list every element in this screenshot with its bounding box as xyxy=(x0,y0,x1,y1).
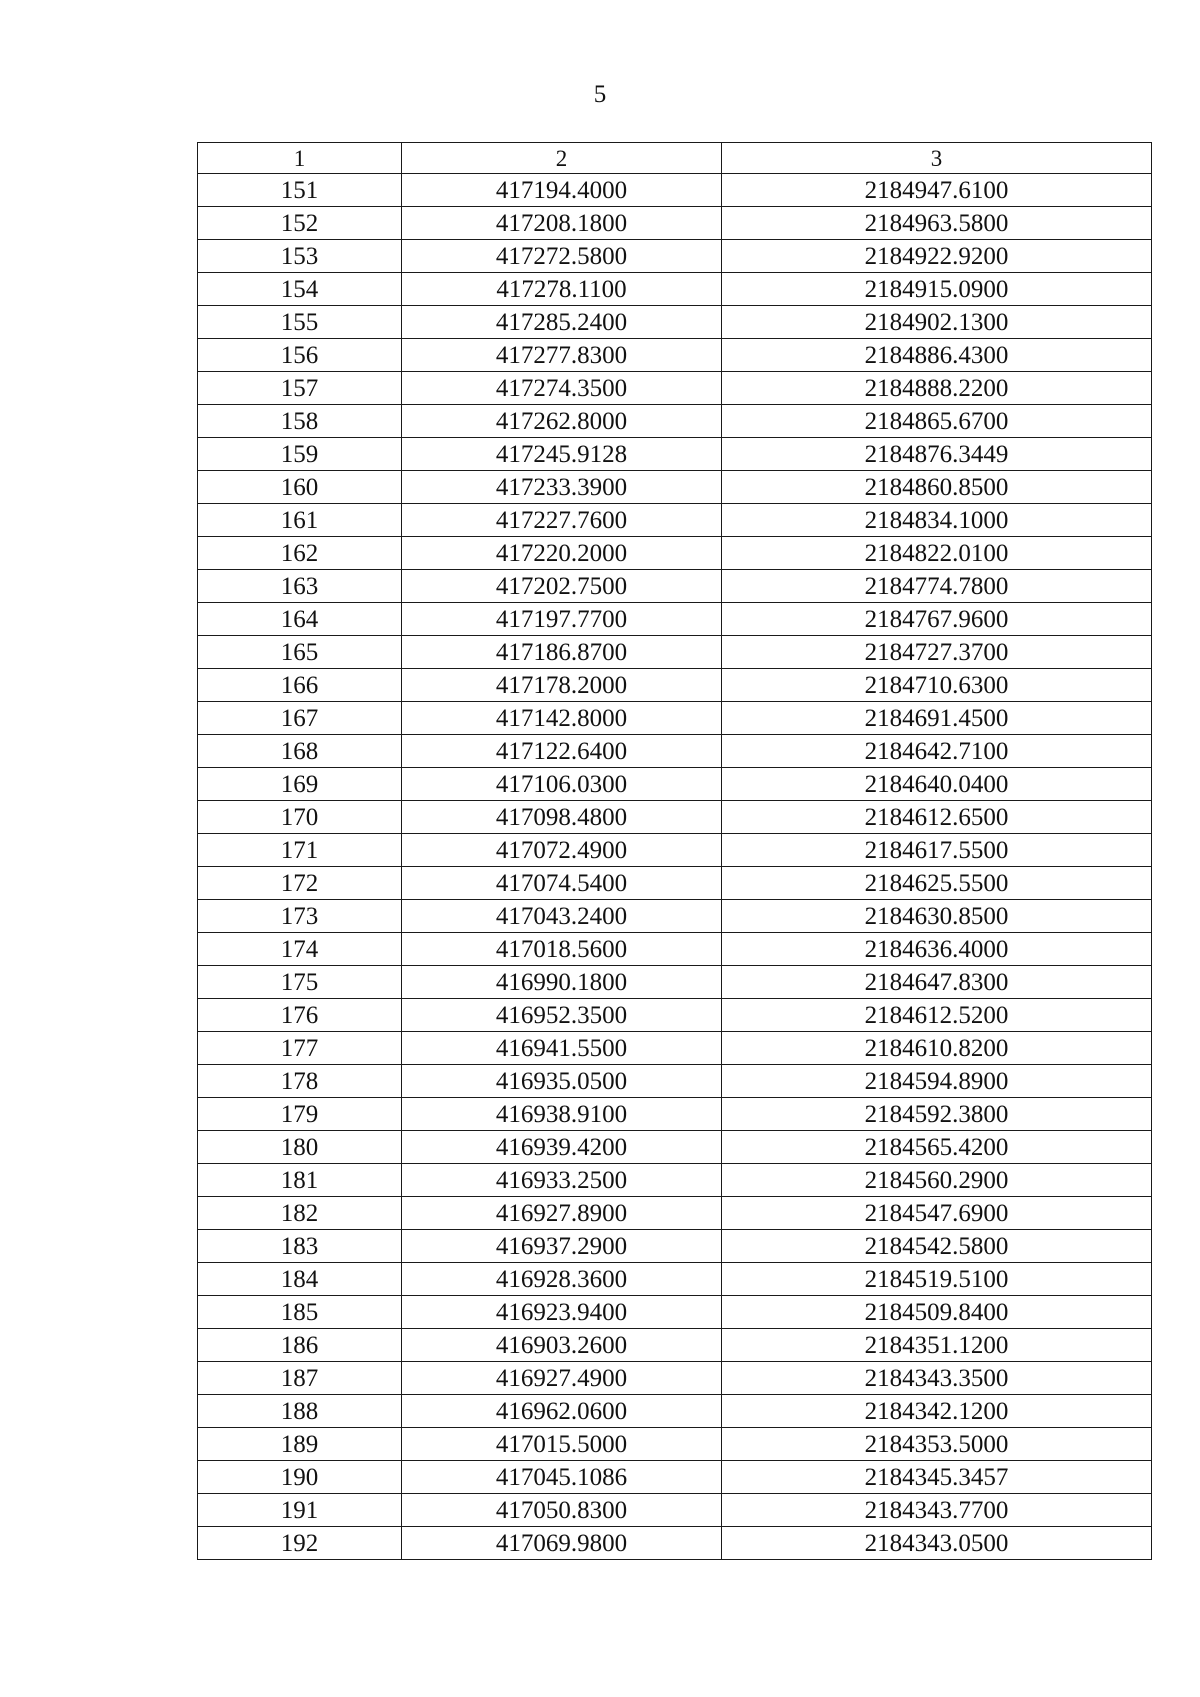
point-number-cell: 154 xyxy=(198,273,402,306)
coordinate-y-cell: 2184343.3500 xyxy=(722,1362,1152,1395)
coordinate-y-cell: 2184592.3800 xyxy=(722,1098,1152,1131)
point-number-cell: 182 xyxy=(198,1197,402,1230)
table-row xyxy=(198,273,1152,306)
table-row xyxy=(198,735,1152,768)
coordinate-x-cell: 416939.4200 xyxy=(402,1131,722,1164)
point-number-cell: 177 xyxy=(198,1032,402,1065)
table-row xyxy=(198,867,1152,900)
table-row xyxy=(198,900,1152,933)
point-number-cell: 151 xyxy=(198,174,402,207)
point-number-cell: 173 xyxy=(198,900,402,933)
table-row xyxy=(198,240,1152,273)
table-row xyxy=(198,174,1152,207)
point-number-cell: 171 xyxy=(198,834,402,867)
coordinate-x-cell: 416935.0500 xyxy=(402,1065,722,1098)
coordinate-x-cell: 417262.8000 xyxy=(402,405,722,438)
coordinate-x-cell: 417045.1086 xyxy=(402,1461,722,1494)
table-row xyxy=(198,669,1152,702)
coordinate-y-cell: 2184710.6300 xyxy=(722,669,1152,702)
coordinate-x-cell: 417122.6400 xyxy=(402,735,722,768)
table-row xyxy=(198,1197,1152,1230)
coordinate-x-cell: 417208.1800 xyxy=(402,207,722,240)
point-number-cell: 187 xyxy=(198,1362,402,1395)
coordinate-y-cell: 2184640.0400 xyxy=(722,768,1152,801)
table-row xyxy=(198,768,1152,801)
table-row xyxy=(198,1362,1152,1395)
coordinate-y-cell: 2184647.8300 xyxy=(722,966,1152,999)
point-number-cell: 160 xyxy=(198,471,402,504)
table-row xyxy=(198,1428,1152,1461)
point-number-cell: 180 xyxy=(198,1131,402,1164)
coordinate-x-cell: 417233.3900 xyxy=(402,471,722,504)
table-row xyxy=(198,504,1152,537)
coordinate-y-cell: 2184342.1200 xyxy=(722,1395,1152,1428)
table-row xyxy=(198,1230,1152,1263)
coordinate-x-cell: 417074.5400 xyxy=(402,867,722,900)
coordinate-x-cell: 416903.2600 xyxy=(402,1329,722,1362)
table-row xyxy=(198,339,1152,372)
coordinate-y-cell: 2184612.5200 xyxy=(722,999,1152,1032)
coordinate-x-cell: 416923.9400 xyxy=(402,1296,722,1329)
coordinate-y-cell: 2184727.3700 xyxy=(722,636,1152,669)
point-number-cell: 161 xyxy=(198,504,402,537)
table-row xyxy=(198,372,1152,405)
table-row xyxy=(198,1032,1152,1065)
coordinate-y-cell: 2184902.1300 xyxy=(722,306,1152,339)
point-number-cell: 178 xyxy=(198,1065,402,1098)
coordinate-y-cell: 2184822.0100 xyxy=(722,537,1152,570)
coordinate-y-cell: 2184860.8500 xyxy=(722,471,1152,504)
coordinate-y-cell: 2184547.6900 xyxy=(722,1197,1152,1230)
coordinate-x-cell: 417098.4800 xyxy=(402,801,722,834)
point-number-cell: 159 xyxy=(198,438,402,471)
point-number-cell: 163 xyxy=(198,570,402,603)
point-number-cell: 191 xyxy=(198,1494,402,1527)
coordinate-y-cell: 2184612.6500 xyxy=(722,801,1152,834)
point-number-cell: 189 xyxy=(198,1428,402,1461)
coordinate-y-cell: 2184774.7800 xyxy=(722,570,1152,603)
coordinate-x-cell: 417194.4000 xyxy=(402,174,722,207)
coordinate-x-cell: 417220.2000 xyxy=(402,537,722,570)
coordinate-y-cell: 2184691.4500 xyxy=(722,702,1152,735)
coordinate-x-cell: 416962.0600 xyxy=(402,1395,722,1428)
point-number-cell: 185 xyxy=(198,1296,402,1329)
point-number-cell: 172 xyxy=(198,867,402,900)
column-header-2: 2 xyxy=(402,143,722,174)
table-row xyxy=(198,999,1152,1032)
coordinate-x-cell: 417142.8000 xyxy=(402,702,722,735)
point-number-cell: 167 xyxy=(198,702,402,735)
coordinate-y-cell: 2184542.5800 xyxy=(722,1230,1152,1263)
coordinate-x-cell: 417274.3500 xyxy=(402,372,722,405)
coordinate-y-cell: 2184947.6100 xyxy=(722,174,1152,207)
coordinate-y-cell: 2184565.4200 xyxy=(722,1131,1152,1164)
coordinate-y-cell: 2184642.7100 xyxy=(722,735,1152,768)
coordinate-x-cell: 417197.7700 xyxy=(402,603,722,636)
table-row xyxy=(198,603,1152,636)
table-body xyxy=(198,174,1152,1560)
coordinate-x-cell: 416952.3500 xyxy=(402,999,722,1032)
coordinate-y-cell: 2184560.2900 xyxy=(722,1164,1152,1197)
coordinates-table xyxy=(197,142,1152,1560)
coordinate-x-cell: 416990.1800 xyxy=(402,966,722,999)
coordinate-y-cell: 2184353.5000 xyxy=(722,1428,1152,1461)
coordinate-y-cell: 2184617.5500 xyxy=(722,834,1152,867)
coordinate-x-cell: 417202.7500 xyxy=(402,570,722,603)
coordinate-y-cell: 2184915.0900 xyxy=(722,273,1152,306)
point-number-cell: 175 xyxy=(198,966,402,999)
table-row xyxy=(198,1527,1152,1560)
point-number-cell: 166 xyxy=(198,669,402,702)
point-number-cell: 168 xyxy=(198,735,402,768)
table-row xyxy=(198,537,1152,570)
coordinate-x-cell: 416938.9100 xyxy=(402,1098,722,1131)
table-row xyxy=(198,1395,1152,1428)
point-number-cell: 179 xyxy=(198,1098,402,1131)
coordinate-y-cell: 2184625.5500 xyxy=(722,867,1152,900)
coordinate-y-cell: 2184345.3457 xyxy=(722,1461,1152,1494)
table-row xyxy=(198,438,1152,471)
point-number-cell: 181 xyxy=(198,1164,402,1197)
page-number: 5 xyxy=(593,81,607,108)
table-row xyxy=(198,1098,1152,1131)
table-row xyxy=(198,636,1152,669)
table-row xyxy=(198,966,1152,999)
coordinate-x-cell: 416937.2900 xyxy=(402,1230,722,1263)
table-row xyxy=(198,207,1152,240)
point-number-cell: 169 xyxy=(198,768,402,801)
coordinate-x-cell: 417072.4900 xyxy=(402,834,722,867)
column-header-3: 3 xyxy=(722,143,1152,174)
coordinate-x-cell: 417043.2400 xyxy=(402,900,722,933)
table-row xyxy=(198,1164,1152,1197)
table-row xyxy=(198,1296,1152,1329)
coordinate-y-cell: 2184834.1000 xyxy=(722,504,1152,537)
coordinate-y-cell: 2184343.7700 xyxy=(722,1494,1152,1527)
table-row xyxy=(198,933,1152,966)
coordinate-y-cell: 2184343.0500 xyxy=(722,1527,1152,1560)
table-row xyxy=(198,702,1152,735)
coordinate-y-cell: 2184865.6700 xyxy=(722,405,1152,438)
point-number-cell: 156 xyxy=(198,339,402,372)
table-row xyxy=(198,1494,1152,1527)
coordinate-x-cell: 417069.9800 xyxy=(402,1527,722,1560)
point-number-cell: 164 xyxy=(198,603,402,636)
table-row xyxy=(198,1065,1152,1098)
coordinate-x-cell: 417227.7600 xyxy=(402,504,722,537)
header-row xyxy=(198,143,1152,174)
table-header xyxy=(198,143,1152,174)
point-number-cell: 183 xyxy=(198,1230,402,1263)
table-row xyxy=(198,1329,1152,1362)
coordinate-x-cell: 417178.2000 xyxy=(402,669,722,702)
coordinate-y-cell: 2184509.8400 xyxy=(722,1296,1152,1329)
point-number-cell: 170 xyxy=(198,801,402,834)
point-number-cell: 162 xyxy=(198,537,402,570)
point-number-cell: 153 xyxy=(198,240,402,273)
coordinate-y-cell: 2184888.2200 xyxy=(722,372,1152,405)
coordinate-x-cell: 417018.5600 xyxy=(402,933,722,966)
coordinate-y-cell: 2184963.5800 xyxy=(722,207,1152,240)
point-number-cell: 174 xyxy=(198,933,402,966)
table-row xyxy=(198,834,1152,867)
point-number-cell: 158 xyxy=(198,405,402,438)
coordinate-y-cell: 2184519.5100 xyxy=(722,1263,1152,1296)
coordinate-x-cell: 417015.5000 xyxy=(402,1428,722,1461)
coordinate-y-cell: 2184767.9600 xyxy=(722,603,1152,636)
point-number-cell: 192 xyxy=(198,1527,402,1560)
point-number-cell: 184 xyxy=(198,1263,402,1296)
table-row xyxy=(198,471,1152,504)
coordinate-x-cell: 417245.9128 xyxy=(402,438,722,471)
table-row xyxy=(198,1263,1152,1296)
table-row xyxy=(198,801,1152,834)
point-number-cell: 152 xyxy=(198,207,402,240)
coordinate-x-cell: 416927.8900 xyxy=(402,1197,722,1230)
coordinate-x-cell: 417277.8300 xyxy=(402,339,722,372)
coordinate-y-cell: 2184876.3449 xyxy=(722,438,1152,471)
point-number-cell: 155 xyxy=(198,306,402,339)
table-row xyxy=(198,306,1152,339)
point-number-cell: 157 xyxy=(198,372,402,405)
coordinate-x-cell: 417285.2400 xyxy=(402,306,722,339)
coordinate-y-cell: 2184351.1200 xyxy=(722,1329,1152,1362)
coordinate-y-cell: 2184636.4000 xyxy=(722,933,1152,966)
coordinate-y-cell: 2184594.8900 xyxy=(722,1065,1152,1098)
coordinate-x-cell: 416941.5500 xyxy=(402,1032,722,1065)
coordinate-x-cell: 416928.3600 xyxy=(402,1263,722,1296)
coordinate-y-cell: 2184922.9200 xyxy=(722,240,1152,273)
table-row xyxy=(198,405,1152,438)
table-row xyxy=(198,1461,1152,1494)
point-number-cell: 188 xyxy=(198,1395,402,1428)
coordinate-x-cell: 417186.8700 xyxy=(402,636,722,669)
coordinate-x-cell: 416927.4900 xyxy=(402,1362,722,1395)
column-header-1: 1 xyxy=(198,143,402,174)
point-number-cell: 190 xyxy=(198,1461,402,1494)
table-row xyxy=(198,1131,1152,1164)
coordinate-y-cell: 2184630.8500 xyxy=(722,900,1152,933)
coordinate-x-cell: 417050.8300 xyxy=(402,1494,722,1527)
coordinate-x-cell: 417272.5800 xyxy=(402,240,722,273)
point-number-cell: 186 xyxy=(198,1329,402,1362)
table-row xyxy=(198,570,1152,603)
coordinate-y-cell: 2184886.4300 xyxy=(722,339,1152,372)
coordinate-x-cell: 417278.1100 xyxy=(402,273,722,306)
coordinate-x-cell: 416933.2500 xyxy=(402,1164,722,1197)
point-number-cell: 165 xyxy=(198,636,402,669)
point-number-cell: 176 xyxy=(198,999,402,1032)
coordinate-x-cell: 417106.0300 xyxy=(402,768,722,801)
coordinate-y-cell: 2184610.8200 xyxy=(722,1032,1152,1065)
